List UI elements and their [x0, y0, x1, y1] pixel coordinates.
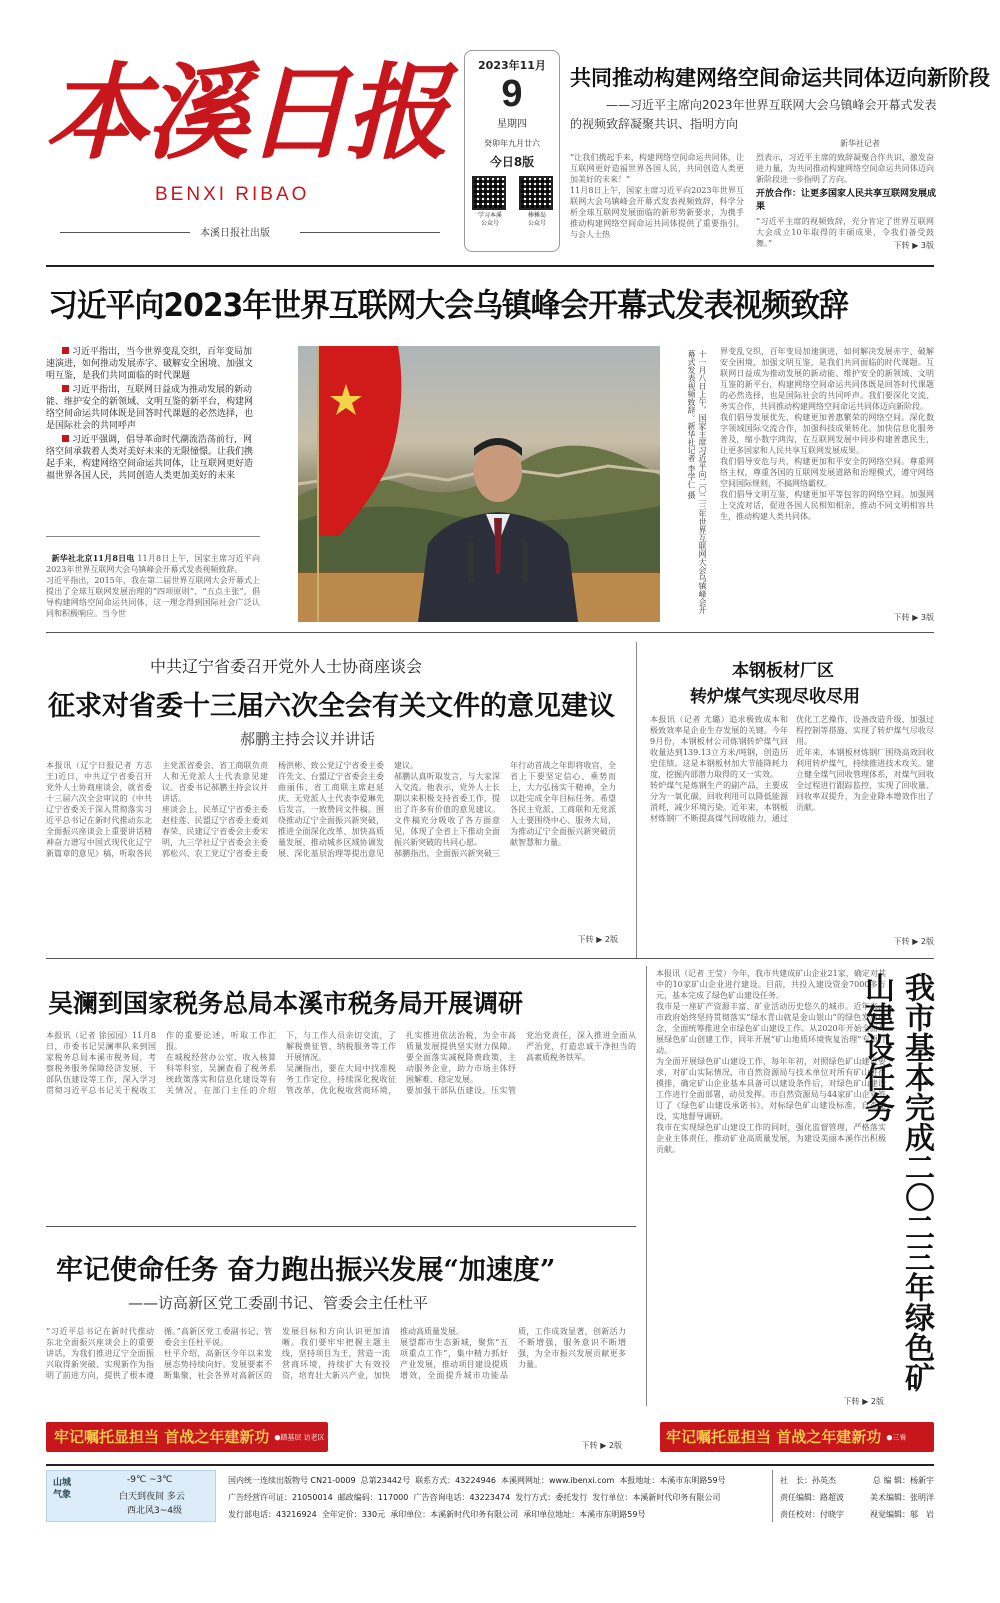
lead-bullet: 习近平指出，当今世界变乱交织，百年变局加速演进，如何推动发展赤字、破解安全困境、加强文明互鉴，是我们共同面临的时代课题	[46, 347, 254, 381]
story2-body: 本报讯（辽宁日报记者 方志王)近日，中共辽宁省委召开党外人士协商座谈会，就省委十三届六次全会审议的《中共辽宁省委关于深入贯彻落实习近平总书记在新时代推动东北全面振兴座谈会上重要讲话精神奋力谱写中国式现代化辽宁新篇章的意见》稿，听取各民主党派省委会、省工商联负责人和无党派人士代表意见建议。省委书记郝鹏主持会议并讲话。 座谈会上，民革辽宁省委主委赵桂莲、民盟辽宁省委主委刘春荣、民建辽宁省委会主委宋明，九三学社辽宁省委会主委郭松兴、农工党辽宁省委主委杨洪彬、致公党辽宁省委主委许先文、台盟辽宁省委会主委曲丽伟、省工商联主席赵延庆、无党派人士代表李爱琳先后发言，一致赞同文件稿。围绕推动辽宁全面振兴新突破，推进全面深化改革、加快高质量发展、推动城乡区域协调发展、深化基层治理等提出意见建议。 郝鹏认真听取发言，与大家深入交流。他表示，党外人士长期以来积极支持省委工作，提出了许多有价值的意见建议。文件稿充分吸收了各方面意见，体现了全省上下推动全面振兴新突破的共同心愿。 郝鹏指出，全面振兴新突破三年行动首战之年即将收官，全省上下要坚定信心、乘势而上，大力弘扬实干精神，全力以赴完成全年目标任务。希望各民主党派、工商联和无党派人士要围绕中心、服务大局，为推动辽宁全面振兴新突破贡献智慧和力量。	[46, 761, 616, 858]
top-story-col2: 烈表示，习近平主席的致辞凝聚合作共识、激发奋进力量，为共同推动构建网络空间命运共同体迈向新阶段进一步指明了方向。	[756, 153, 934, 184]
qr-code-icon[interactable]	[519, 176, 553, 210]
date-weekday: 星期四	[497, 119, 527, 130]
top-story-continue[interactable]: 下转 ▶ 3版	[893, 241, 934, 250]
story2-headline[interactable]: 征求对省委十三届六次全会有关文件的意见建议	[48, 691, 615, 722]
publisher: 本溪日报社出版	[200, 228, 270, 239]
top-story-headline[interactable]: 共同推动构建网络空间命运共同体迈向新阶段	[570, 65, 990, 90]
top-story-subhead: ——习近平主席向2023年世界互联网大会乌镇峰会开幕式发表的视频致辞凝聚共识、指明方向	[570, 98, 937, 131]
photo-caption: 十一月八日上午，国家主席习近平向二〇二三年世界互联网大会乌镇峰会开幕式发表视频致辞。新华社记者 李学仁 摄	[687, 350, 707, 614]
footer-row3: 发行部电话：43216924 全年定价：330元 承印单位：本溪新时代印务有限公司 承印单位地址：本溪市东明路59号	[228, 1510, 646, 1519]
qr-code-icon[interactable]	[472, 176, 506, 210]
top-story-byline: 新华社记者	[840, 139, 880, 148]
weather-city: 山城 气象	[53, 1478, 72, 1500]
story3-body: 本报讯（记者 尤璐）追求极致成本和极致效率是企业生存发展的关键。今年9月份，本钢板材公司炼钢转炉煤气回收量达到139.13立方米/吨钢，创造历史佳绩。这是本钢板材加大节能降耗力度，挖掘内部潜力取得的又一实效。 转炉煤气是炼钢生产的副产品，主要成分为一氧化碳，回收利用可以降低能源消耗，减少环境污染。近年来，本钢板材炼钢厂不断提高煤气回收能力，通过优化工艺操作、设备改造升级、加强过程控制等措施，实现了转炉煤气尽收尽用。 近年来，本钢板材炼钢厂围绕高效回收利用转炉煤气，持续推进技术攻关。建立健全煤气回收管理体系，对煤气回收全过程进行跟踪监控，实现了回收量、回收率双提升，为企业降本增效作出了贡献。	[650, 715, 934, 823]
story6-body: “习近平总书记在新时代推动东北全面振兴座谈会上的重要讲话，为我们推进辽宁全面振兴取得新突破、实现新作为指明了前进方向，提供了根本遵循。”高新区党工委副书记、管委会主任杜平说。 杜平介绍，高新区今年以来发展态势持续向好。发展要素不断集聚，社会各界对高新区的发展目标和方向认识更加清晰。我们要牢牢把握主题主线，坚持项目为王，营造一流营商环境，持续扩大有效投资，培育壮大新兴产业，加快推动高质量发展。 展望都市生态新城，聚焦“五项重点工作”，集中精力抓好产业发展，推动项目建设提质增效，全面提升城市功能品质，工作成效显著，创新活力不断增强，服务意识不断增强，为全市振兴发展贡献更多力量。	[46, 1327, 626, 1380]
banner-left-small: ●踏基层 访老区 看变化	[274, 1433, 348, 1442]
lead-photo[interactable]	[298, 346, 660, 622]
lead-body-right: 界变乱交织，百年变局加速演进，如何解决发展赤字、破解安全困境、加强文明互鉴，是我们共同面临的时代课题。互联网日益成为推动发展的新动能、维护安全的新领域、文明互鉴的新平台，构建网络空间命运共同体既是回答时代课题的必然选择，也是国际社会的共同呼声。我们要深化交流、务实合作，共同推动构建网络空间命运共同体迈向新阶段。 我们倡导发展优先，构建更加普惠繁荣的网络空间。深化数字领域国际交流合作，加强科技成果转化。加快信息化服务普及，缩小数字鸿沟，在互联网发展中同步构建普惠民生，让更多国家和人民共享互联网发展成果。 我们倡导安危与共，构建更加和平安全的网络空间。尊重网络主权，尊重各国的互联网发展道路和治理模式，遵守网络空间国际规则，不搞网络霸权。 我们倡导文明互鉴，构建更加平等包容的网络空间。加强网上交流对话，促进各国人民相知相亲，推动不同文明相容共生，推动构建人类共同体。	[720, 347, 934, 521]
lead-continue[interactable]: 下转 ▶ 3版	[893, 613, 934, 622]
story5-body: 本报讯（记者 王莹）今年，我市共建成矿山企业21家，确定对其中的10家矿山企业进行建设。目前，共投入建设资金7000多万元，基本完成了绿色矿山建设任务。 我市是一座矿产资源丰富、矿业活动历史悠久的城市。近年来，市政府始终坚持贯彻落实“绿水青山就是金山银山”的绿色发展理念，全面统筹推进全市绿色矿山建设工作。从2020年开始全面开展绿色矿山创建工作，同年开展“矿山地质环境恢复治理”专项行动。 为全面开展绿色矿山建设工作，每年年初，对照绿色矿山建设要求，对矿山实际情况，市自然资源局与技术单位对所有矿山进行摸排，确定矿山企业基本具备可以建设条件后，对绿色矿山建设工作进行全面部署，动员发挥。市自然资源局与44家矿山企业签订了《绿色矿山建设承诺书》，对标绿色矿山建设标准，自查建设，实地督导调研。 我市在实现绿色矿山建设工作的同时，强化监督管理，严格落实企业主体责任，推动矿业高质量发展，为建设美丽本溪作出积极贡献。	[656, 969, 886, 1154]
lead-bullet: 习近平强调，倡导革命时代潮流浩荡前行，网络空间承载着人类对美好未来的无限憧憬。让我们携起手来，构建网络空间命运共同体，让互联网更好造福世界各国人民，共同创造人类更加美好的未来	[46, 435, 254, 481]
square-bullet-icon	[62, 347, 69, 354]
weather-box	[46, 1470, 216, 1522]
banner-left[interactable]	[46, 1422, 348, 1452]
masthead	[0, 0, 1000, 262]
page-count: 今日8版	[489, 155, 535, 169]
story4-body: 本报讯（记者 徐园园）11月8日，市委书记吴澜率队来到国家税务总局本溪市税务局，考察税务服务保障经济发展、干部队伍建设等工作，深入学习贯彻习近平总书记关于税收工作的重要论述，听取工作汇报。 在城税经营办公室、收入核算科等科室，吴澜查看了税务系统政策落实和信息化建设等有关情况，在部门主任的介绍下，与工作人员亲切交流，了解税费征管、纳税服务等工作开展情况。 吴澜指出，要在大局中找准税务工作定位，持续深化税收征管改革，优化税收营商环境，扎实推进依法治税，为全市高质量发展提供坚实财力保障。要全面落实减税降费政策，主动服务企业，助力市场主体纾困解难、稳定发展。 要加强干部队伍建设，压实管党治党责任，深入推进全面从严治党，打造忠诚干净担当的高素质税务铁军。	[46, 1031, 636, 1095]
story5-continue[interactable]: 下转 ▶ 2版	[843, 1397, 884, 1406]
footer-info	[228, 1472, 768, 1523]
weather-wind: 西北风3~4级	[127, 1506, 182, 1516]
footer-row1: 国内统一连续出版物号 CN21-0009 总第23442号 联系方式：43224946 本溪网网址：www.ibenxi.com 本报地址：本溪市东明路59号	[228, 1476, 726, 1485]
story6-continue[interactable]: 下转 ▶ 2版	[581, 1441, 622, 1450]
lead-body-left: 新华社北京11月8日电 11月8日上午，国家主席习近平向2023年世界互联网大会乌镇峰会开幕式发表视频致辞。 习近平指出，2015年，我在第二届世界互联网大会开幕式上提出了全球互联网发展治理的“四项原则”、“五点主张”，倡导构建网络空间命运共同体，这一理念得到国际社会广泛认同和积极响应。当今世	[46, 553, 260, 618]
top-story-col1: “让我们携起手来，构建网络空间命运共同体，让互联网更好造福世界各国人民，共同创造人类更加美好的未来！” 11月8日上午，国家主席习近平向2023年世界互联网大会乌镇峰会开幕式发表视频致辞，科学分析全球互联网发展面临的新形势新要求，为携手推动构建网络空间命运共同体提供了重要指引。与会人士热	[570, 153, 744, 239]
story4-headline[interactable]: 吴澜到国家税务总局本溪市税务局开展调研	[48, 989, 524, 1018]
story3-continue[interactable]: 下转 ▶ 2版	[893, 937, 934, 946]
story6-subhead: ——访高新区党工委副书记、管委会主任杜平	[128, 1294, 429, 1312]
story2-subhead: 郝鹏主持会议并讲话	[240, 730, 376, 748]
lead-bullets	[46, 346, 260, 482]
lead-headline[interactable]: 习近平向2023年世界互联网大会乌镇峰会开幕式发表视频致辞	[48, 286, 848, 324]
date-day: 9	[501, 73, 523, 115]
footer-row2: 广告经营许可证：21050014 邮政编码：117000 广告咨询电话：43223474 发行方式：委托发行 发行单位：本溪新时代印务有限公司	[228, 1493, 721, 1502]
qr1-caption: 学习本溪 公众号	[477, 212, 502, 227]
story2-continue[interactable]: 下转 ▶ 2版	[577, 935, 618, 944]
story6-headline[interactable]: 牢记使命任务 奋力跑出振兴发展“加速度”	[56, 1255, 556, 1286]
banner-right-small: ●三看	[886, 1433, 907, 1442]
date-year-month: 2023年11月	[478, 59, 546, 72]
square-bullet-icon	[62, 385, 69, 392]
weather-desc: 白天到夜间 多云	[119, 1492, 185, 1502]
masthead-title: 本溪日报	[45, 51, 446, 174]
banner-right-text: 牢记嘱托显担当 首战之年建新功	[666, 1428, 882, 1446]
person-figure	[408, 434, 588, 622]
date-lunar: 癸卯年九月廿六	[484, 139, 540, 148]
story2-kicker: 中共辽宁省委召开党外人士协商座谈会	[150, 657, 423, 676]
top-story-subtitle2: 开放合作：让更多国家人民共享互联网发展成果	[756, 189, 937, 212]
date-box	[464, 50, 560, 252]
lead-dateline: 新华社北京11月8日电	[51, 553, 135, 563]
lead-bullet: 习近平指出，互联网日益成为推动发展的新动能、维护安全的新领域、文明互鉴的新平台，构建网络空间命运共同体既是回答时代课题的必然选择，也是国际社会的共同呼声	[46, 385, 254, 431]
footer-staff: 社 长：孙英杰 总 编 辑：杨新宇 责任编辑：路超波 美术编辑：张明洋 责任校对：付晓宇 视觉编辑：邬 岩	[780, 1476, 934, 1519]
story3-headline2[interactable]: 转炉煤气实现尽收尽用	[690, 687, 860, 707]
weather-temp: -9℃ ~3℃	[127, 1475, 173, 1485]
story5-headline[interactable]: 我市基本完成二〇二三年绿色矿山建设任务	[859, 972, 934, 1392]
story3-headline1[interactable]: 本钢板材厂区	[732, 661, 834, 681]
qr2-caption: 棒棰岛 公众号	[527, 212, 546, 227]
square-bullet-icon	[62, 435, 69, 442]
banner-left-text: 牢记嘱托显担当 首战之年建新功	[54, 1428, 270, 1446]
masthead-pinyin: BENXI RIBAO	[155, 184, 310, 205]
top-story-col2b: “习近平主席的视频致辞，充分肯定了世界互联网大会成立10年取得的丰硕成果，令我们备受鼓舞。”	[756, 217, 934, 248]
banner-right[interactable]	[660, 1422, 934, 1452]
